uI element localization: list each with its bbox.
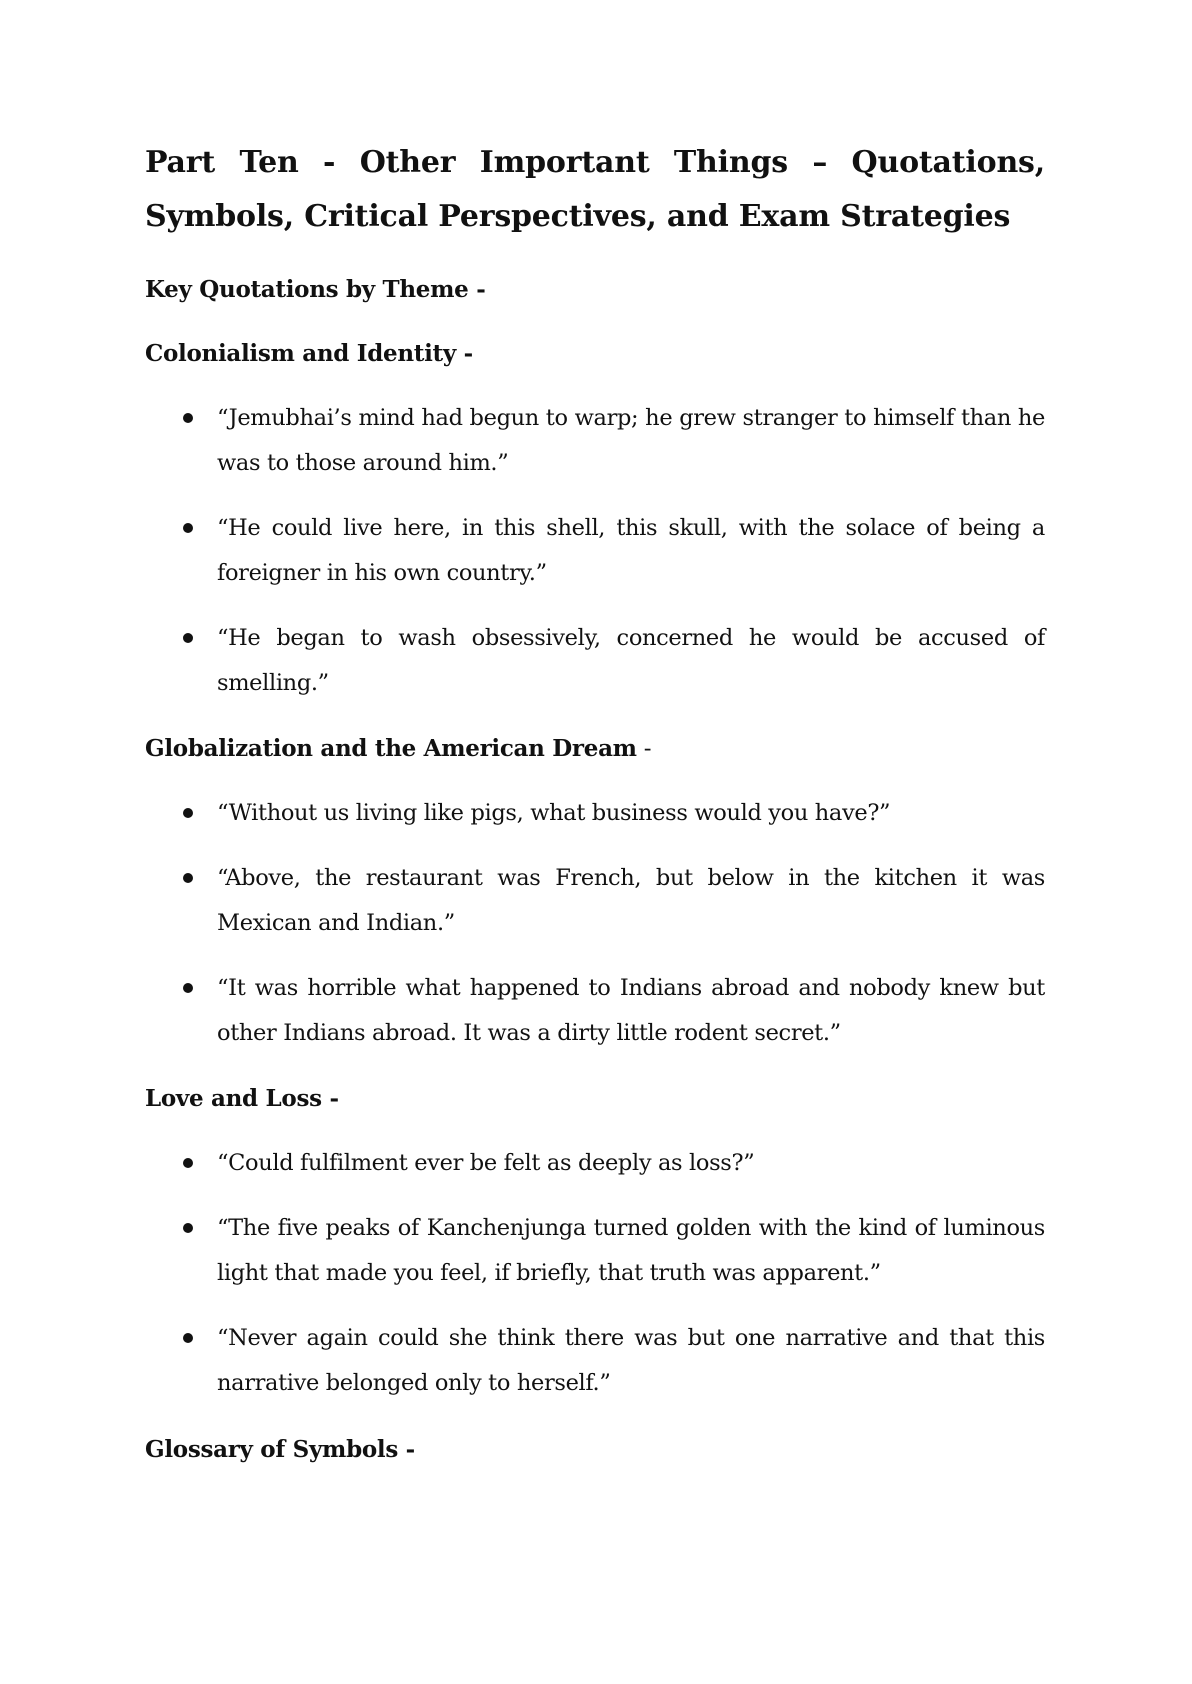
section-heading-key-quotations: Key Quotations by Theme - <box>145 276 486 303</box>
quote-text: “He began to wash obsessively, concerned he would be accused of smelling.” <box>217 625 1045 696</box>
section-heading-glossary: Glossary of Symbols - <box>145 1436 415 1463</box>
quote-text: “Could fulfilment ever be felt as deeply as loss?” <box>217 1150 755 1176</box>
quote-text: “The five peaks of Kanchenjunga turned golden with the kind of luminous light that made you feel, if briefly, that truth was apparent.” <box>217 1215 1045 1286</box>
quote-text: “Jemubhai’s mind had begun to warp; he grew stranger to himself than he was to those around him.” <box>217 405 1045 476</box>
theme-heading-love-and-loss: Love and Loss - <box>145 1085 339 1112</box>
theme-heading-globalization <box>145 733 1045 765</box>
bullet-icon <box>183 523 193 533</box>
quote-text: “Above, the restaurant was French, but below in the kitchen it was Mexican and Indian.” <box>217 865 1045 936</box>
quote-list-colonialism <box>145 396 1045 726</box>
quote-item <box>145 396 1045 486</box>
page-title: Part Ten - Other Important Things – Quotations, Symbols, Critical Perspectives, and Exam Strategies <box>145 145 1045 234</box>
quote-item <box>145 1206 1045 1296</box>
quote-item <box>145 791 1045 836</box>
quote-text: “It was horrible what happened to Indians abroad and nobody knew but other Indians abroad. It was a dirty little rodent secret.” <box>217 975 1045 1046</box>
bullet-icon <box>183 1158 193 1168</box>
quote-item <box>145 506 1045 596</box>
theme-heading-colonialism: Colonialism and Identity - <box>145 340 473 367</box>
quote-item <box>145 616 1045 706</box>
bullet-icon <box>183 983 193 993</box>
quote-list-love-and-loss <box>145 1141 1045 1426</box>
quote-item <box>145 856 1045 946</box>
bullet-icon <box>183 1223 193 1233</box>
bullet-icon <box>183 1333 193 1343</box>
quote-item <box>145 966 1045 1056</box>
quote-list-globalization <box>145 791 1045 1076</box>
bullet-icon <box>183 633 193 643</box>
quote-text: “Without us living like pigs, what business would you have?” <box>217 800 891 826</box>
theme-heading-suffix: - <box>636 736 652 762</box>
quote-item <box>145 1141 1045 1186</box>
quote-text: “He could live here, in this shell, this skull, with the solace of being a foreigner in his own country.” <box>217 515 1045 586</box>
quote-text: “Never again could she think there was but one narrative and that this narrative belonged only to herself.” <box>217 1325 1045 1396</box>
bullet-icon <box>183 413 193 423</box>
bullet-icon <box>183 808 193 818</box>
bullet-icon <box>183 873 193 883</box>
theme-heading-text: Globalization and the American Dream <box>145 735 637 762</box>
quote-item <box>145 1316 1045 1406</box>
